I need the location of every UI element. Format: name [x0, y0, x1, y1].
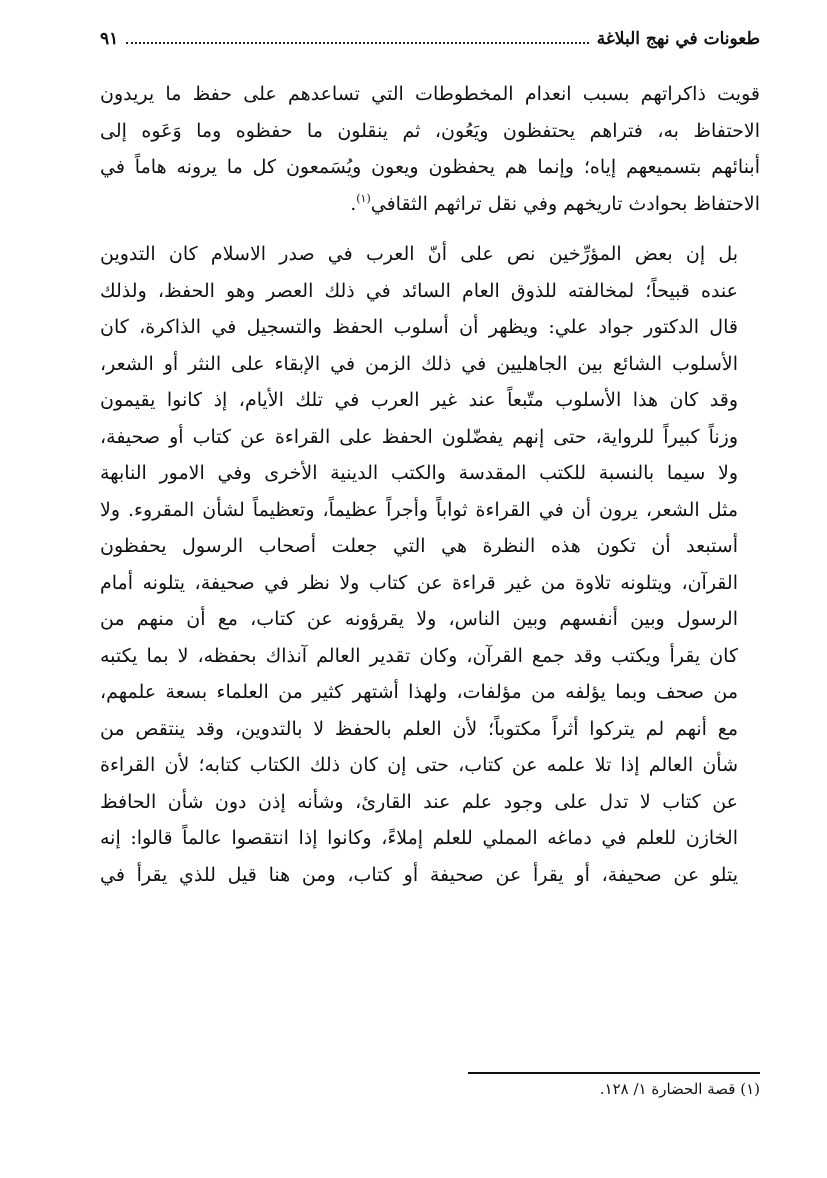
text-line: الرسول وبين أنفسهم وبين الناس، ولا يقرؤونه عن كتاب، مع أن منهم من: [100, 608, 738, 630]
paragraph-2: [100, 236, 760, 893]
text-line: يتلو عن صحيفة، أو يقرأ عن صحيفة أو كتاب، ومن هنا قيل للذي يقرأ في: [100, 863, 738, 886]
text-line-last: [100, 186, 760, 223]
text-line: شأن العالم إذا تلا علمه عن كتاب، حتى إن كان ذلك الكتاب كتابه؛ لأن القراءة: [100, 754, 738, 776]
sentence-end: .: [350, 192, 357, 215]
running-title: طعونات في نهج البلاغة: [596, 29, 760, 49]
dotted-leader: [126, 28, 589, 44]
body-text: [100, 76, 760, 893]
text-line: عنده قبيحاً؛ لمخالفته للذوق العام السائد في ذلك العصر وهو الحفظ، ولذلك: [100, 279, 738, 302]
running-header: [100, 28, 760, 60]
text-line: عن كتاب لا تدل على وجود علم عند القارئ، وشأنه إذن دون شأن الحافظ: [100, 790, 738, 813]
text-line: وقد كان هذا الأسلوب متّبعاً عند غير العرب في تلك الأيام، إذ كانوا يقيمون: [100, 389, 738, 411]
footnote-separator: [468, 1072, 760, 1074]
text-line: وزناً كبيراً للرواية، حتى إنهم يفضّلون الحفظ على القراءة عن كتاب أو صحيفة،: [100, 425, 738, 448]
text-line: من صحف وبما يؤلفه من مؤلفات، ولهذا أشتهر كثير من العلماء بسعة علمهم،: [100, 681, 738, 703]
text-line: بل إن بعض المؤرِّخين نص على أنّ العرب في صدر الاسلام كان التدوين: [100, 243, 738, 265]
text-line: مع أنهم لم يتركوا أثراً مكتوباً؛ لأن العلم بالحفظ لا بالتدوين، وقد ينتقص من: [100, 717, 738, 740]
footnote-marker: (١): [356, 191, 371, 205]
text-line: أستبعد أن تكون هذه النظرة هي التي جعلت أصحاب الرسول يحفظون: [100, 535, 738, 557]
text-line: القرآن، ويتلونه تلاوة من غير قراءة عن كتاب ولا نظر في صحيفة، يتلونه أمام: [100, 571, 738, 594]
text-line: الخازن للعلم في دماغه المملي للعلم إملاءً، وكانوا إذا انتقصوا عالماً قالوا: إنه: [100, 827, 738, 849]
footnote: (١) قصة الحضارة ١/ ١٢٨.: [599, 1080, 760, 1098]
text-line: أبنائهم بتسميعهم إياه؛ وإنما هم يحفظون ويعون ويُسَمعون كل ما يرونه هاماً في: [100, 156, 760, 178]
text-line-content: الاحتفاظ بحوادث تاريخهم وفي نقل تراثهم الثقافي: [370, 192, 760, 215]
page-number: ٩١: [100, 29, 119, 49]
text-line: قال الدكتور جواد علي: ويظهر أن أسلوب الحفظ والتسجيل في الذاكرة، كان: [100, 316, 738, 338]
text-line: كان يقرأ ويكتب وقد جمع القرآن، وكان تقدير العالم آنذاك بحفظه، لا بما يكتبه: [100, 644, 738, 667]
paragraph-1: [100, 76, 760, 222]
text-line: الاحتفاظ به، فتراهم يحتفظون ويَعُون، ثم ينقلون ما حفظوه وما وَعَوه إلى: [100, 119, 760, 142]
text-line: ولا سيما بالنسبة للكتب المقدسة والكتب الدينية الأخرى وفي الامور النابهة: [100, 462, 738, 484]
text-line: الأسلوب الشائع بين الجاهليين في ذلك الزمن في الإبقاء على النثر أو الشعر،: [100, 352, 738, 375]
text-line: قويت ذاكراتهم بسبب انعدام المخطوطات التي تساعدهم على حفظ ما يريدون: [100, 83, 760, 105]
text-line: مثل الشعر، يرون أن في القراءة ثواباً وأجراً عظيماً، وتعظيماً لشأن المقروء. ولا: [100, 498, 738, 521]
